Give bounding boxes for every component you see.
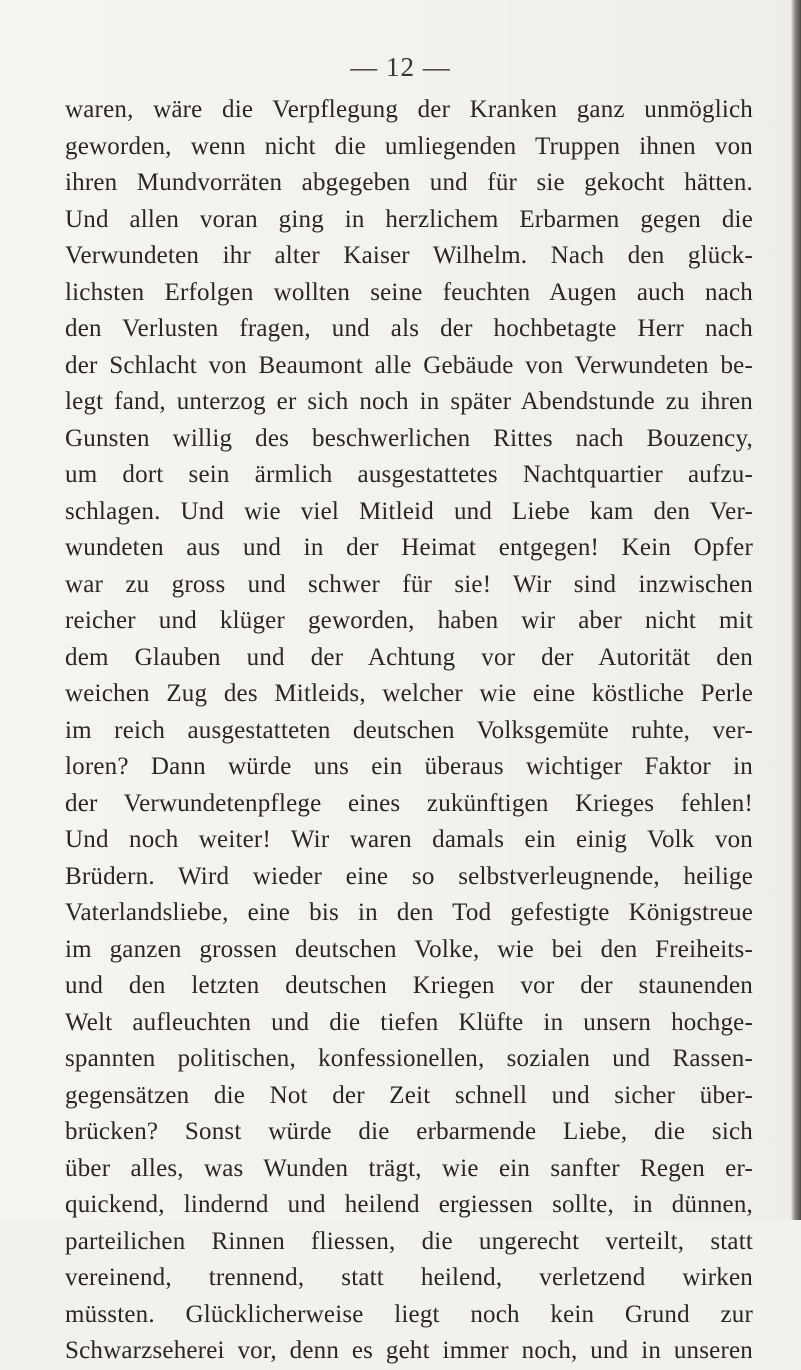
text-line: Und noch weiter! Wir waren damals ein einig Volk von	[65, 826, 753, 853]
text-line: gegensätzen die Not der Zeit schnell und sicher über-	[65, 1081, 753, 1109]
text-line: müssten. Glücklicherweise liegt noch kein Grund zur	[65, 1300, 753, 1328]
text-line: den Verlusten fragen, und als der hochbetagte Herr nach	[65, 315, 753, 342]
text-line: der Verwundetenpflege eines zukünftigen Krieges fehlen!	[65, 789, 753, 817]
page-number: — 12 —	[350, 52, 451, 82]
text-line: und den letzten deutschen Kriegen vor der staunenden	[65, 972, 753, 999]
text-line: brücken? Sonst würde die erbarmende Liebe, die sich	[65, 1118, 753, 1145]
text-line: Brüdern. Wird wieder eine so selbstverleugnende, heilige	[65, 862, 753, 890]
text-line: loren? Dann würde uns ein überaus wichtiger Faktor in	[65, 753, 753, 780]
page-edge-shadow	[791, 0, 801, 1220]
text-line: lichsten Erfolgen wollten seine feuchten Augen auch nach	[65, 278, 753, 306]
text-line: spannten politischen, konfessionellen, sozialen und Rassen-	[65, 1045, 753, 1072]
text-line: schlagen. Und wie viel Mitleid und Liebe kam den Ver-	[65, 497, 753, 525]
text-line: Vaterlandsliebe, eine bis in den Tod gefestigte Königstreue	[65, 899, 753, 926]
text-line: im reich ausgestatteten deutschen Volksgemüte ruhte, ver-	[65, 716, 753, 744]
text-line: um dort sein ärmlich ausgestattetes Nachtquartier aufzu-	[65, 461, 753, 488]
text-line: wundeten aus und in der Heimat entgegen! Kein Opfer	[65, 534, 753, 561]
text-line: dem Glauben und der Achtung vor der Autorität den	[65, 643, 753, 671]
text-line: war zu gross und schwer für sie! Wir sind inzwischen	[65, 570, 753, 598]
text-line: geworden, wenn nicht die umliegenden Truppen ihnen von	[65, 132, 753, 160]
text-line: waren, wäre die Verpflegung der Kranken ganz unmöglich	[65, 96, 753, 123]
text-line: Und allen voran ging in herzlichem Erbarmen gegen die	[65, 205, 753, 233]
text-line: Welt aufleuchten und die tiefen Klüfte in unsern hochge-	[65, 1008, 753, 1036]
text-line: Gunsten willig des beschwerlichen Rittes nach Bouzency,	[65, 424, 753, 452]
text-line: über alles, was Wunden trägt, wie ein sanfter Regen er-	[65, 1154, 753, 1182]
text-line: reicher und klüger geworden, haben wir aber nicht mit	[65, 607, 753, 634]
text-line: quickend, lindernd und heilend ergiessen sollte, in dünnen,	[65, 1191, 753, 1218]
body-text	[65, 92, 753, 1370]
text-line: vereinend, trennend, statt heilend, verletzend wirken	[65, 1264, 753, 1291]
text-line: weichen Zug des Mitleids, welcher wie eine köstliche Perle	[65, 680, 753, 707]
text-line: der Schlacht von Beaumont alle Gebäude von Verwundeten be-	[65, 351, 753, 379]
text-line: im ganzen grossen deutschen Volke, wie bei den Freiheits-	[65, 935, 753, 963]
text-line: ihren Mundvorräten abgegeben und für sie gekocht hätten.	[65, 169, 753, 196]
text-line: Schwarzseherei vor, denn es geht immer noch, und in unseren	[65, 1337, 753, 1364]
text-line: parteilichen Rinnen fliessen, die ungerecht verteilt, statt	[65, 1227, 753, 1255]
text-line: Verwundeten ihr alter Kaiser Wilhelm. Nach den glück-	[65, 242, 753, 269]
text-line: legt fand, unterzog er sich noch in später Abendstunde zu ihren	[65, 388, 753, 415]
